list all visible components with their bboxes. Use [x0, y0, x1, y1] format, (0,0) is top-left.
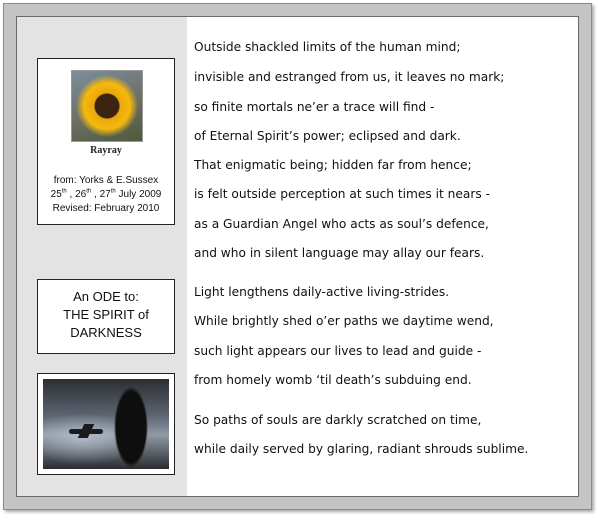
poem-title-card — [37, 279, 175, 354]
poem-line: such light appears our lives to lead and guide - — [194, 344, 482, 358]
poem-text — [194, 17, 574, 496]
poem-line: and who in silent language may allay our fears. — [194, 246, 485, 260]
title-line-3: DARKNESS — [70, 325, 142, 340]
author-card — [37, 58, 175, 225]
aircraft-silhouette — [69, 429, 103, 434]
poem-line: While brightly shed o’er paths we daytime wend, — [194, 314, 494, 328]
poem-line: invisible and estranged from us, it leaves no mark; — [194, 70, 505, 84]
left-column — [17, 17, 187, 496]
outer-frame — [3, 3, 592, 510]
poem-line: while daily served by glaring, radiant shrouds sublime. — [194, 442, 529, 456]
poem-line: as a Guardian Angel who acts as soul’s defence, — [194, 217, 489, 231]
poem-line: So paths of souls are darkly scratched on time, — [194, 413, 482, 427]
poem-line: from homely womb ‘til death’s subduing end. — [194, 373, 472, 387]
inner-frame — [16, 16, 579, 497]
poem-line: of Eternal Spirit’s power; eclipsed and dark. — [194, 129, 461, 143]
author-name: Rayray — [90, 145, 122, 156]
sunflower-avatar — [71, 70, 143, 142]
origin-text: from: Yorks & E.Sussex — [53, 175, 159, 186]
dark-image-card — [37, 373, 175, 475]
title-line-1: An ODE to: — [73, 289, 139, 304]
poem-line: Light lengthens daily-active living-strides. — [194, 285, 450, 299]
poem-line: Outside shackled limits of the human mind; — [194, 40, 461, 54]
revised-date: Revised: February 2010 — [52, 203, 160, 214]
dark-sky-silhouette-image — [43, 379, 169, 469]
title-line-2: THE SPIRIT of — [63, 307, 149, 322]
poem-line: is felt outside perception at such times it nears - — [194, 187, 490, 201]
poem-line: so finite mortals ne’er a trace will find - — [194, 100, 435, 114]
poem-line: That enigmatic being; hidden far from hence; — [194, 158, 472, 172]
written-dates: 25th , 26th , 27th July 2009 — [50, 188, 162, 200]
